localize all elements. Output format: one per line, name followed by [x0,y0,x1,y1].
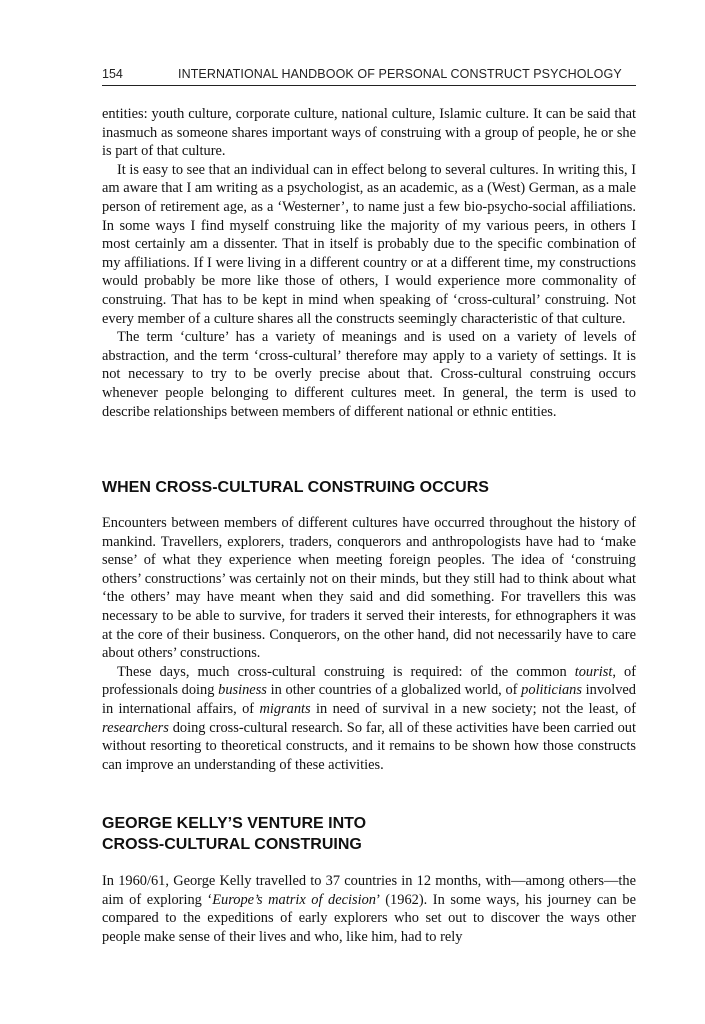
text-run: In 1960/61, George Kelly travelled to 37 countries in 12 months, with—among others—the aim of exploring ‘ [102,873,636,908]
section-heading [102,813,636,855]
text-run: ’ (1962). In some ways, his journey can be compared to the expeditions of early explorers who set out to discover the ways other people make sense of their lives and who, like him, had to rely [102,891,636,945]
italic-title: Europe’s matrix of decision [212,891,376,908]
paragraph [102,872,636,946]
running-title: INTERNATIONAL HANDBOOK OF PERSONAL CONSTRUCT PSYCHOLOGY [178,67,622,81]
paragraph [102,663,636,775]
italic-term: researchers [102,719,169,736]
text-run: involved in international affairs, of [102,682,636,717]
text-run: in other countries of a globalized world, of [266,682,522,699]
text-run: doing cross-cultural research. So far, all of these activities have been carried out without resorting to theoretical constructs, and it remains to be shown how those constructs can improve an understanding of these activities. [102,719,636,773]
text-run: in need of survival in a new society; not the least, of [310,700,637,717]
paragraph: It is easy to see that an individual can in effect belong to several cultures. In writing this, I am aware that I am writing as a psychologist, as an academic, as a (West) German, as a male person of retirement age, as a ‘Westerner’, to name just a few bio-psycho-social affiliations. In some ways I find myself construing like the majority of my various peers, in others I most certainly am a dissenter. That in itself is probably due to the specific combination of my affiliations. If I were living in a different country or at a different time, my constructions would probably be more like those of others, I would experience more commonality of construing. That has to be kept in mind when speaking of ‘cross-cultural’ construing. Not every member of a culture shares all the constructs seemingly characteristic of that culture. [102,161,636,327]
section1-text [102,514,636,774]
heading-line: GEORGE KELLY’S VENTURE INTO [102,815,367,832]
text-run: , of professionals doing [102,663,637,699]
italic-term: migrants [259,700,311,717]
paragraph: The term ‘culture’ has a variety of meanings and is used on a variety of levels of abstraction, and the term ‘cross-cultural’ therefore may apply to a variety of settings. It is not necessary to try to be overly precise about that. Cross-cultural construing occurs whenever people belonging to different cultures meet. In general, the term is used to describe relationships between members of different national or ethnic entities. [102,329,636,420]
section-heading: WHEN CROSS-CULTURAL CONSTRUING OCCURS [102,479,489,496]
italic-term: tourist [574,663,613,680]
running-header [102,67,636,86]
intro-text [102,105,636,421]
paragraph: Encounters between members of different cultures have occurred throughout the history of mankind. Travellers, explorers, traders, conquerors and anthropologists have had to ‘make sense’ of what they experience when meeting foreign peoples. The idea of ‘construing others’ constructions’ was certainly not on their minds, but they still had to think about what ‘the others’ may have meant when they said and did something. For travellers this was necessary to be able to survive, for traders it served their interests, for ethnographers it was at the core of their business. Conquerors, on the other hand, did not necessarily have to care about others’ constructions. [102,515,636,662]
section2-text [102,872,636,946]
text-run: These days, much cross-cultural construing is required: of the common [117,663,575,680]
italic-term: business [218,682,267,699]
italic-term: politicians [521,682,582,699]
heading-line: CROSS-CULTURAL CONSTRUING [102,836,362,853]
page-number: 154 [102,67,123,81]
paragraph: entities: youth culture, corporate culture, national culture, Islamic culture. It can be said that inasmuch as someone shares important ways of construing with a group of people, he or she is part of that culture. [102,106,636,160]
